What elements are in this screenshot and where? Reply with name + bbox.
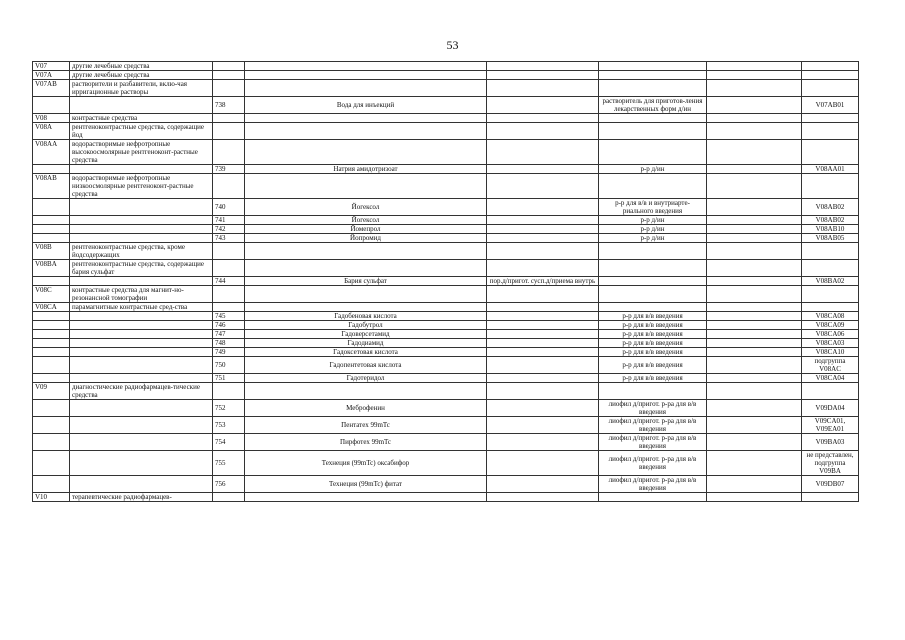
row-number-cell [213,114,245,123]
atc-code2-cell [802,123,859,140]
dosage-form-cell [487,330,599,339]
table-row [33,417,859,434]
atc-code-cell: V07A [33,71,70,80]
atc-code-cell [33,321,70,330]
table-row [33,80,859,97]
atc-group-cell: рентгеноконтрастные средства, кроме йодсодержащих [70,243,213,260]
atc-code-cell: V08A [33,123,70,140]
drug-name-cell [245,80,487,97]
dosage-form-alt-cell: р-р для в/в введения [599,348,707,357]
atc-code2-cell [802,71,859,80]
empty-cell [707,286,802,303]
drug-name-cell: Меброфенин [245,400,487,417]
drug-name-cell [245,174,487,199]
table-row [33,374,859,383]
atc-code2-cell: V08AA01 [802,165,859,174]
drug-name-cell [245,383,487,400]
row-number-cell [213,62,245,71]
atc-code-cell: V08AA [33,140,70,165]
atc-group-cell [70,234,213,243]
atc-group-cell [70,312,213,321]
atc-code2-cell: V09DB07 [802,476,859,493]
atc-code-cell [33,374,70,383]
dosage-form-cell [487,123,599,140]
row-number-cell: 744 [213,277,245,286]
dosage-form-alt-cell: р-р д/ин [599,234,707,243]
drug-name-cell: Пирфотех 99mTc [245,434,487,451]
drug-name-cell: Вода для инъекций [245,97,487,114]
atc-group-cell: контрастные средства для магнит-но-резонансной томографии [70,286,213,303]
atc-code2-cell [802,114,859,123]
dosage-form-cell [487,216,599,225]
drug-name-cell [245,140,487,165]
page-number: 53 [446,38,459,52]
atc-group-cell [70,321,213,330]
atc-code2-cell: V07AB01 [802,97,859,114]
atc-code-cell: V08B [33,243,70,260]
dosage-form-cell [487,417,599,434]
atc-group-cell: водорастворимые нефротропные высокоосмолярные рентгеноконт-растные средства [70,140,213,165]
table-row [33,321,859,330]
dosage-form-cell [487,80,599,97]
atc-group-cell [70,451,213,476]
dosage-form-cell [487,71,599,80]
atc-code-cell [33,357,70,374]
dosage-form-alt-cell [599,303,707,312]
atc-code2-cell [802,174,859,199]
row-number-cell: 750 [213,357,245,374]
dosage-form-alt-cell: р-р для в/в введения [599,374,707,383]
atc-group-cell: контрастные средства [70,114,213,123]
atc-code2-cell: V08AB02 [802,199,859,216]
atc-code-cell [33,348,70,357]
table-row [33,62,859,71]
empty-cell [707,225,802,234]
drug-name-cell: Бария сульфат [245,277,487,286]
row-number-cell [213,80,245,97]
dosage-form-cell [487,383,599,400]
atc-group-cell [70,199,213,216]
atc-group-cell [70,277,213,286]
atc-group-cell [70,339,213,348]
atc-group-cell [70,97,213,114]
dosage-form-cell [487,165,599,174]
dosage-form-alt-cell [599,260,707,277]
dosage-form-alt-cell: р-р для в/в введения [599,339,707,348]
row-number-cell: 753 [213,417,245,434]
atc-code2-cell: V08CA09 [802,321,859,330]
dosage-form-alt-cell: лиофил д/пригот. р-ра для в/в введения [599,417,707,434]
atc-code2-cell [802,286,859,303]
dosage-form-cell [487,374,599,383]
table-row [33,476,859,493]
empty-cell [707,493,802,502]
table-row [33,165,859,174]
dosage-form-cell [487,339,599,348]
drug-name-cell [245,243,487,260]
empty-cell [707,383,802,400]
dosage-form-alt-cell: лиофил д/пригот. р-ра для в/в введения [599,451,707,476]
row-number-cell [213,303,245,312]
table-row [33,357,859,374]
atc-code2-cell: V08AB10 [802,225,859,234]
atc-code-cell: V10 [33,493,70,502]
dosage-form-cell [487,303,599,312]
empty-cell [707,114,802,123]
atc-code2-cell [802,80,859,97]
atc-group-cell [70,476,213,493]
table-row [33,348,859,357]
drug-name-cell [245,260,487,277]
drug-name-cell [245,303,487,312]
atc-group-cell [70,330,213,339]
dosage-form-alt-cell [599,123,707,140]
atc-code2-cell [802,303,859,312]
row-number-cell: 751 [213,374,245,383]
empty-cell [707,339,802,348]
dosage-form-alt-cell [599,71,707,80]
dosage-form-cell [487,260,599,277]
table-row [33,286,859,303]
empty-cell [707,97,802,114]
dosage-form-alt-cell: р-р для в/в и внутриарте-риального введения [599,199,707,216]
dosage-form-alt-cell [599,80,707,97]
atc-code-cell [33,199,70,216]
atc-code2-cell: V09BA03 [802,434,859,451]
row-number-cell: 747 [213,330,245,339]
empty-cell [707,434,802,451]
dosage-form-alt-cell: лиофил д/пригот. р-ра для в/в введения [599,400,707,417]
row-number-cell: 752 [213,400,245,417]
atc-group-cell [70,417,213,434]
atc-group-cell: диагностические радиофармацев-тические средства [70,383,213,400]
atc-code-cell [33,339,70,348]
drug-name-cell: Йогексол [245,216,487,225]
atc-code2-cell: V08CA03 [802,339,859,348]
atc-code-cell: V08C [33,286,70,303]
empty-cell [707,165,802,174]
table-row [33,400,859,417]
empty-cell [707,303,802,312]
drug-name-cell: Гадодиамид [245,339,487,348]
dosage-form-cell [487,312,599,321]
table-row [33,123,859,140]
row-number-cell [213,493,245,502]
table-row [33,216,859,225]
dosage-form-alt-cell: лиофил д/пригот. р-ра для в/в введения [599,476,707,493]
dosage-form-alt-cell [599,140,707,165]
row-number-cell [213,71,245,80]
atc-code-cell [33,165,70,174]
atc-code2-cell [802,260,859,277]
row-number-cell: 755 [213,451,245,476]
empty-cell [707,123,802,140]
table-row [33,277,859,286]
row-number-cell: 738 [213,97,245,114]
row-number-cell: 742 [213,225,245,234]
empty-cell [707,357,802,374]
table-row [33,339,859,348]
atc-code-cell [33,417,70,434]
empty-cell [707,312,802,321]
dosage-form-alt-cell [599,243,707,260]
atc-code2-cell: V08AB02 [802,216,859,225]
row-number-cell: 740 [213,199,245,216]
row-number-cell [213,140,245,165]
dosage-form-cell [487,174,599,199]
atc-code2-cell: не представлен, подгруппа V09BA [802,451,859,476]
atc-group-cell: парамагнитные контрастные сред-ства [70,303,213,312]
atc-code2-cell: V08CA08 [802,312,859,321]
dosage-form-cell [487,476,599,493]
dosage-form-alt-cell [599,174,707,199]
empty-cell [707,476,802,493]
row-number-cell: 739 [213,165,245,174]
empty-cell [707,417,802,434]
dosage-form-cell [487,234,599,243]
atc-code-cell [33,216,70,225]
dosage-form-cell [487,286,599,303]
atc-code2-cell: подгруппа V08AC [802,357,859,374]
atc-code2-cell: V09DA04 [802,400,859,417]
atc-code-cell: V08AB [33,174,70,199]
drug-table [32,61,859,502]
atc-group-cell [70,165,213,174]
atc-group-cell: другие лечебные средства [70,62,213,71]
atc-group-cell: водорастворимые нефротропные низкоосмолярные рентгеноконт-растные средства [70,174,213,199]
dosage-form-cell [487,357,599,374]
table-row [33,234,859,243]
table-row [33,434,859,451]
empty-cell [707,451,802,476]
drug-name-cell: Пентатех 99mTc [245,417,487,434]
dosage-form-alt-cell [599,383,707,400]
table-row [33,71,859,80]
empty-cell [707,62,802,71]
empty-cell [707,234,802,243]
table-row [33,260,859,277]
atc-code2-cell [802,140,859,165]
row-number-cell: 746 [213,321,245,330]
empty-cell [707,140,802,165]
atc-code2-cell: V08CA06 [802,330,859,339]
atc-group-cell [70,434,213,451]
drug-name-cell [245,286,487,303]
atc-code-cell [33,97,70,114]
atc-code-cell [33,476,70,493]
dosage-form-cell [487,199,599,216]
dosage-form-cell [487,348,599,357]
atc-code-cell: V09 [33,383,70,400]
atc-code-cell [33,451,70,476]
row-number-cell: 743 [213,234,245,243]
drug-name-cell: Гадобеновая кислота [245,312,487,321]
drug-name-cell: Технеция (99mTc) фитат [245,476,487,493]
atc-code-cell [33,312,70,321]
atc-code2-cell: V08BA02 [802,277,859,286]
dosage-form-alt-cell: р-р для в/в введения [599,357,707,374]
atc-group-cell [70,225,213,234]
atc-code-cell: V08BA [33,260,70,277]
row-number-cell: 745 [213,312,245,321]
empty-cell [707,321,802,330]
atc-code2-cell: V08AB05 [802,234,859,243]
dosage-form-cell [487,493,599,502]
drug-name-cell [245,71,487,80]
table-row [33,451,859,476]
dosage-form-alt-cell [599,493,707,502]
row-number-cell: 754 [213,434,245,451]
empty-cell [707,277,802,286]
table-row [33,330,859,339]
atc-code-cell [33,225,70,234]
dosage-form-cell [487,225,599,234]
empty-cell [707,400,802,417]
table-row [33,140,859,165]
atc-group-cell [70,216,213,225]
dosage-form-cell [487,62,599,71]
atc-code-cell: V08 [33,114,70,123]
dosage-form-alt-cell: растворитель для приготов-ления лекарственных форм д/ин [599,97,707,114]
atc-code2-cell [802,243,859,260]
empty-cell [707,199,802,216]
dosage-form-alt-cell: р-р для в/в введения [599,321,707,330]
row-number-cell: 741 [213,216,245,225]
atc-code-cell [33,400,70,417]
drug-name-cell [245,493,487,502]
dosage-form-alt-cell: р-р для в/в введения [599,312,707,321]
dosage-form-cell [487,97,599,114]
empty-cell [707,348,802,357]
dosage-form-alt-cell [599,286,707,303]
dosage-form-alt-cell: р-р для в/в введения [599,330,707,339]
atc-code2-cell: V09CA01, V09EA01 [802,417,859,434]
atc-code-cell: V07 [33,62,70,71]
empty-cell [707,374,802,383]
atc-group-cell: растворители и разбавители, вклю-чая ирригационные растворы [70,80,213,97]
dosage-form-cell [487,321,599,330]
row-number-cell: 756 [213,476,245,493]
table-body [33,62,859,502]
row-number-cell [213,123,245,140]
empty-cell [707,80,802,97]
table-row [33,243,859,260]
atc-group-cell [70,357,213,374]
atc-code-cell: V08CA [33,303,70,312]
dosage-form-alt-cell [599,114,707,123]
row-number-cell [213,286,245,303]
atc-group-cell [70,348,213,357]
drug-name-cell: Йопромид [245,234,487,243]
table-row [33,312,859,321]
table-row [33,174,859,199]
atc-group-cell: рентгеноконтрастные средства, содержащие йод [70,123,213,140]
dosage-form-cell [487,243,599,260]
atc-code-cell [33,434,70,451]
drug-name-cell [245,123,487,140]
drug-name-cell [245,114,487,123]
dosage-form-alt-cell: р-р д/ин [599,216,707,225]
empty-cell [707,260,802,277]
atc-group-cell [70,374,213,383]
table-row [33,493,859,502]
drug-name-cell: Гадоверсетамид [245,330,487,339]
row-number-cell [213,174,245,199]
drug-name-cell: Технеция (99mTc) оксабифор [245,451,487,476]
drug-name-cell: Йомепрол [245,225,487,234]
empty-cell [707,216,802,225]
dosage-form-cell [487,434,599,451]
dosage-form-alt-cell: лиофил д/пригот. р-ра для в/в введения [599,434,707,451]
dosage-form-cell [487,140,599,165]
atc-code2-cell: V08CA04 [802,374,859,383]
table-row [33,97,859,114]
dosage-form-cell: пор.д/пригот. сусп.д/приема внутрь [487,277,599,286]
atc-code-cell [33,277,70,286]
atc-code2-cell [802,62,859,71]
dosage-form-cell [487,114,599,123]
drug-name-cell: Йогексол [245,199,487,216]
dosage-form-alt-cell: р-р д/ин [599,165,707,174]
row-number-cell [213,260,245,277]
table-row [33,114,859,123]
table-row [33,303,859,312]
drug-name-cell: Натрия амидотризоат [245,165,487,174]
drug-name-cell: Гадотеридол [245,374,487,383]
empty-cell [707,71,802,80]
empty-cell [707,243,802,260]
row-number-cell [213,243,245,260]
table-row [33,225,859,234]
dosage-form-alt-cell [599,62,707,71]
dosage-form-cell [487,400,599,417]
row-number-cell [213,383,245,400]
atc-group-cell: другие лечебные средства [70,71,213,80]
empty-cell [707,174,802,199]
atc-code2-cell [802,383,859,400]
drug-name-cell: Гадопентетовая кислота [245,357,487,374]
atc-group-cell [70,400,213,417]
empty-cell [707,330,802,339]
drug-name-cell: Гадобутрол [245,321,487,330]
table-row [33,383,859,400]
atc-code-cell [33,234,70,243]
row-number-cell: 749 [213,348,245,357]
atc-code2-cell [802,493,859,502]
drug-name-cell: Гадоксетовая кислота [245,348,487,357]
dosage-form-alt-cell [599,277,707,286]
row-number-cell: 748 [213,339,245,348]
atc-group-cell: терапевтические радиофармацев- [70,493,213,502]
atc-code2-cell: V08CA10 [802,348,859,357]
dosage-form-cell [487,451,599,476]
atc-group-cell: рентгеноконтрастные средства, содержащие бария сульфат [70,260,213,277]
atc-code-cell: V07AB [33,80,70,97]
atc-code-cell [33,330,70,339]
table-row [33,199,859,216]
dosage-form-alt-cell: р-р д/ин [599,225,707,234]
drug-name-cell [245,62,487,71]
